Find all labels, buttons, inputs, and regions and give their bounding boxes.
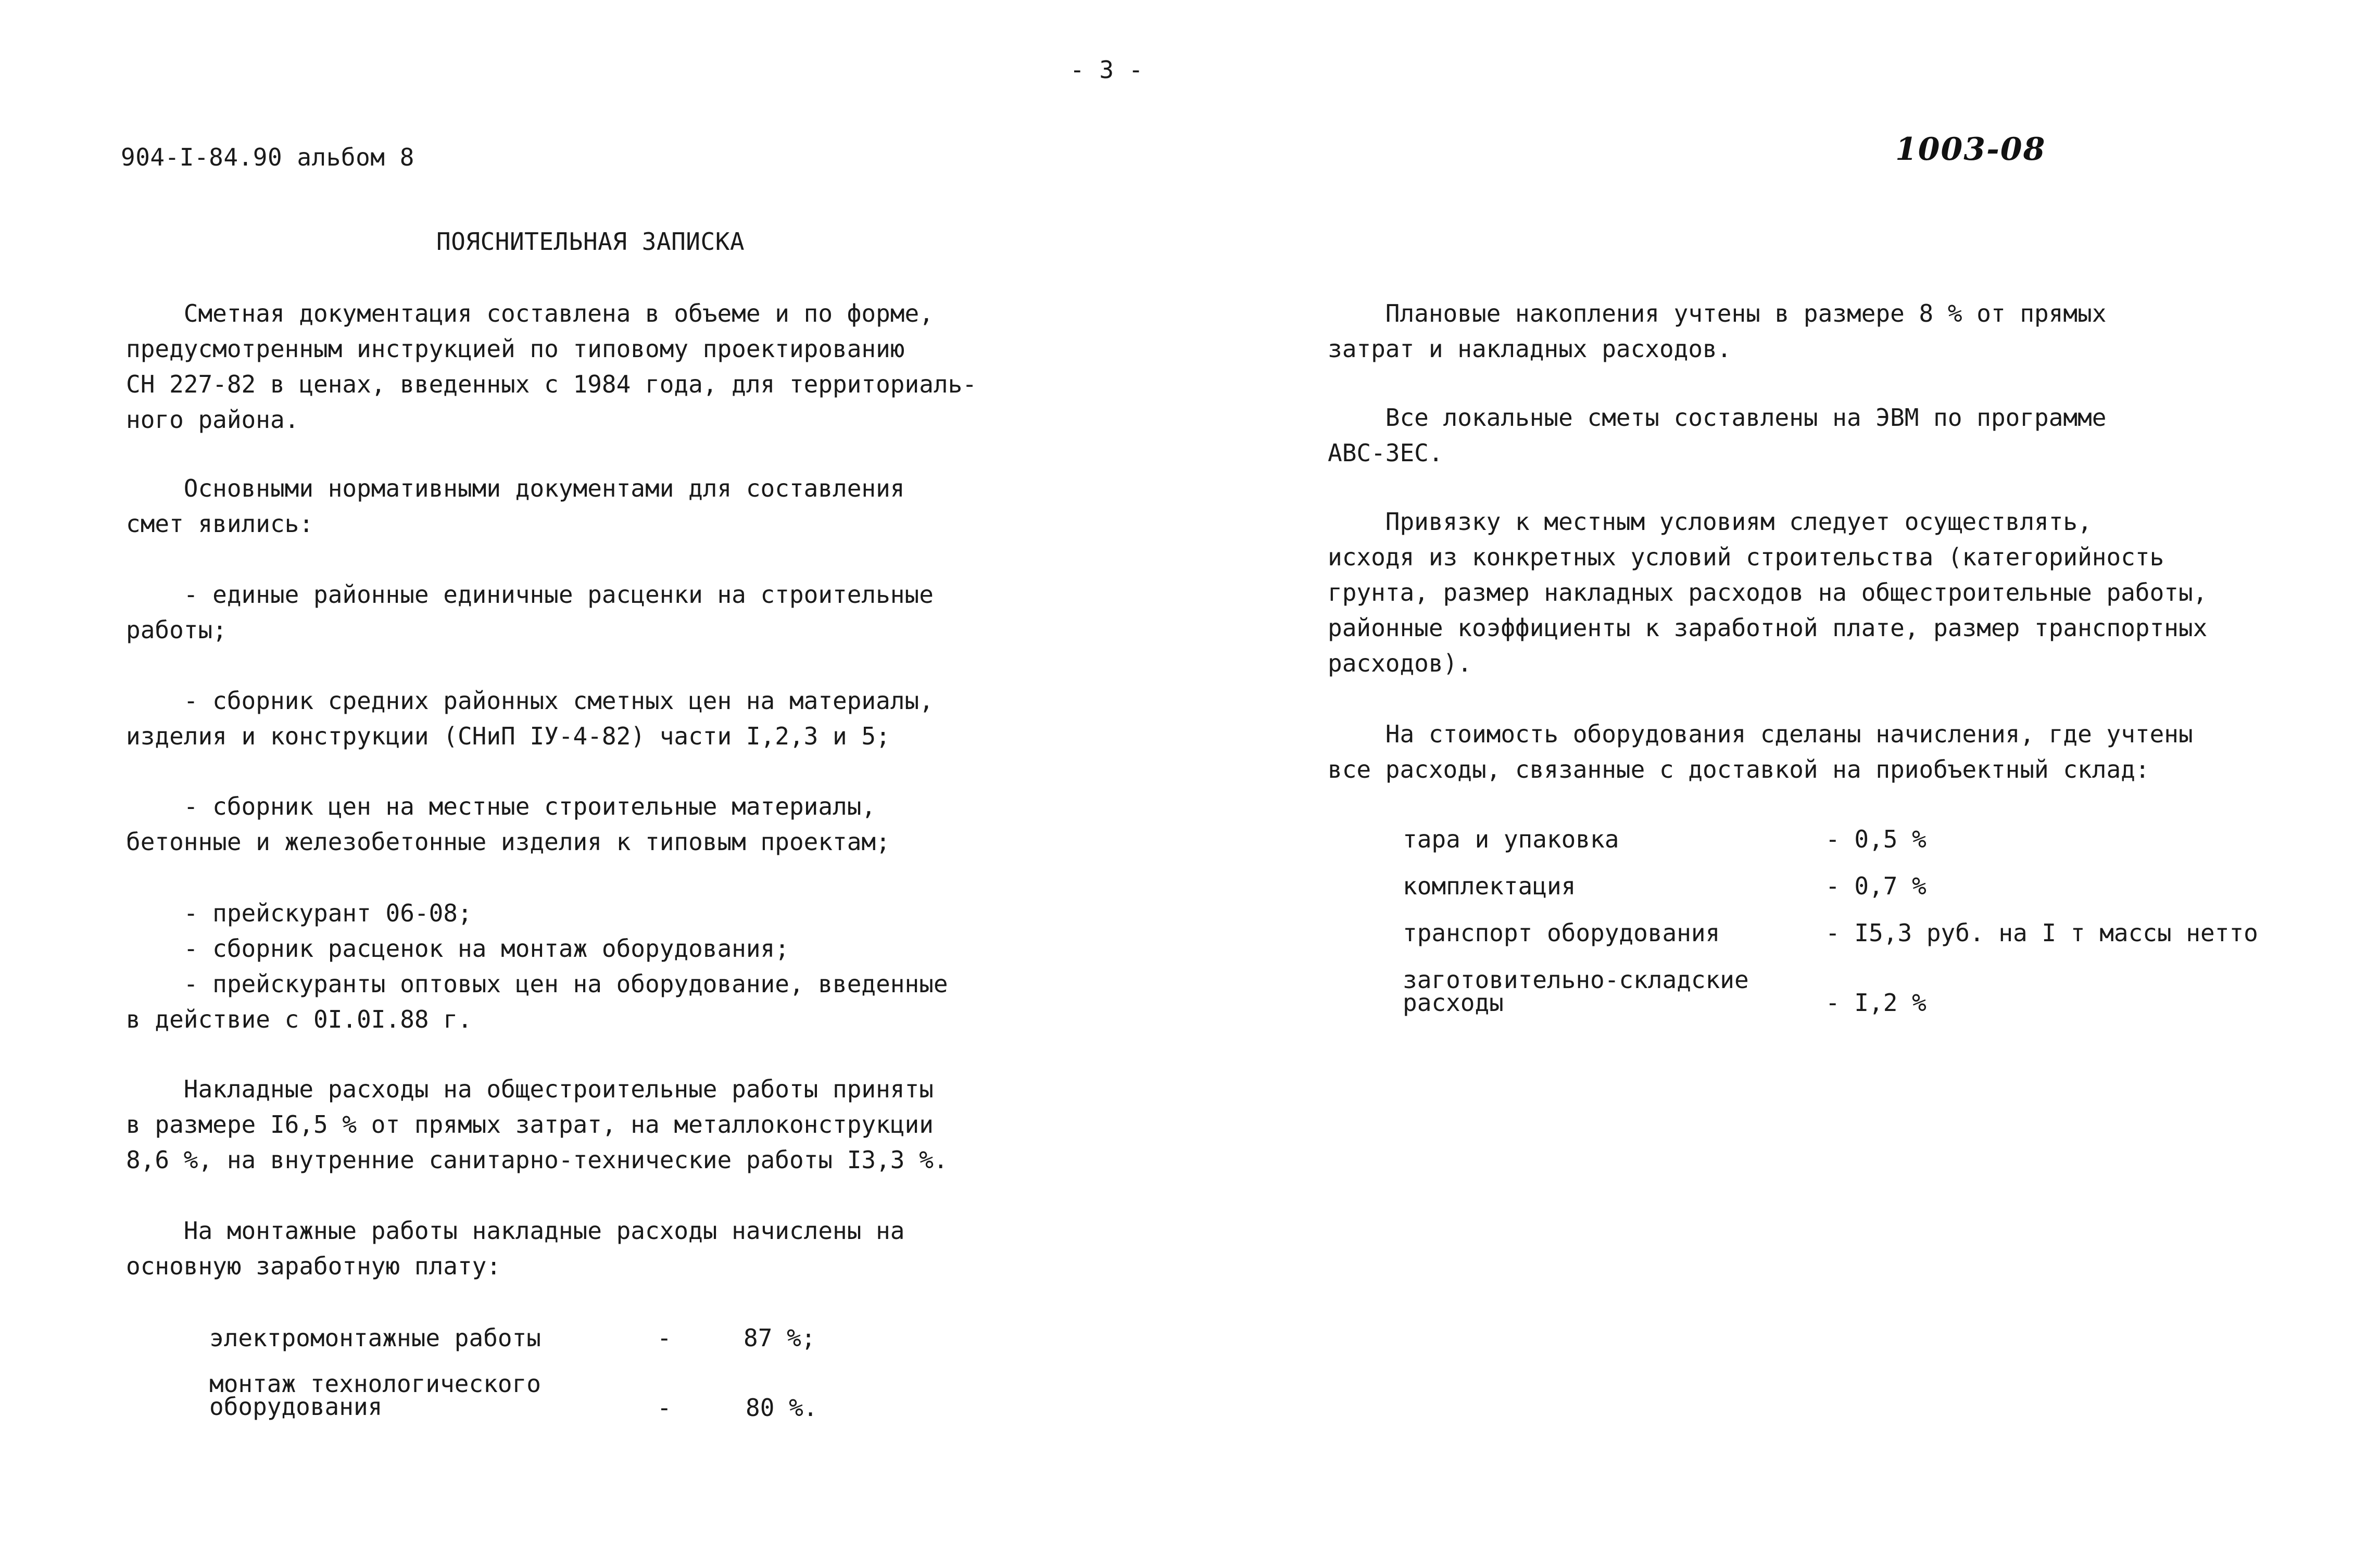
paragraph-estimate-scope: Сметная документация составлена в объеме и по форме, предусмотренным инструкцией по типовому проектированию СН 227-82 в ценах, введенных с 1984 года, для территориаль- ного района.: [126, 299, 977, 434]
paragraph-overhead-costs: Накладные расходы на общестроительные работы приняты в размере I6,5 % от прямых затрат, на металлоконструкции 8,6 %, на внутренние санитарно-технические работы I3,3 %.: [126, 1075, 948, 1174]
page-number: - 3 -: [1070, 56, 1143, 84]
rate-label: монтаж технологического оборудования: [209, 1370, 541, 1421]
paragraph-local-materials: - сборник цен на местные строительные материалы, бетонные и железобетонные изделия к типовым проектам;: [126, 792, 890, 856]
handwritten-code: 1003-08: [1895, 131, 2046, 168]
paragraph-price-lists: - прейскурант 06-08; - сборник расценок на монтаж оборудования; - прейскуранты оптовых цен на оборудование, введенные в действие с 0I.0I.88 г.: [126, 899, 948, 1033]
paragraph-local-conditions: Привязку к местным условиям следует осуществлять, исходя из конкретных условий строительства (категорийность грунта, размер накладных расходов на общестроительные работы, районные коэффициенты к заработной плате, размер транспортных расходов).: [1328, 508, 2208, 677]
paragraph-installation-overhead: На монтажные работы накладные расходы начислены на основную заработную плату:: [126, 1217, 905, 1280]
paragraph-normative-docs: Основными нормативными документами для составления смет явились:: [126, 474, 905, 538]
page-title: ПОЯСНИТЕЛЬНАЯ ЗАПИСКА: [436, 227, 745, 256]
charge-value: - I5,3 руб. на I т массы нетто: [1825, 919, 2258, 947]
charge-value: - 0,5 %: [1825, 825, 1926, 853]
charge-label: транспорт оборудования: [1403, 919, 1720, 947]
charge-value: - 0,7 %: [1825, 872, 1926, 900]
paragraph-price-collection: - сборник средних районных сметных цен на материалы, изделия и конструкции (СНиП IУ-4-82) части I,2,3 и 5;: [126, 687, 934, 750]
charge-label: комплектация: [1403, 872, 1576, 900]
rate-value: 87 %;: [744, 1324, 816, 1352]
charge-label: заготовительно-складские расходы: [1403, 966, 1749, 1017]
document-code: 904-I-84.90 альбом 8: [121, 143, 414, 171]
paragraph-equipment-charges: На стоимость оборудования сделаны начисления, где учтены все расходы, связанные с доставкой на приобъектный склад:: [1328, 720, 2193, 783]
rate-dash: -: [657, 1324, 672, 1352]
paragraph-unit-rates: - единые районные единичные расценки на строительные работы;: [126, 580, 934, 644]
charge-value: - I,2 %: [1825, 989, 1926, 1017]
paragraph-computer-estimates: Все локальные сметы составлены на ЭВМ по программе АВС-ЗЕС.: [1328, 403, 2107, 467]
rate-label: электромонтажные работы: [209, 1324, 541, 1352]
paragraph-planned-savings: Плановые накопления учтены в размере 8 % от прямых затрат и накладных расходов.: [1328, 299, 2107, 363]
rate-value: 80 %.: [746, 1394, 818, 1422]
charge-label: тара и упаковка: [1403, 825, 1619, 853]
rate-dash: -: [657, 1394, 672, 1422]
